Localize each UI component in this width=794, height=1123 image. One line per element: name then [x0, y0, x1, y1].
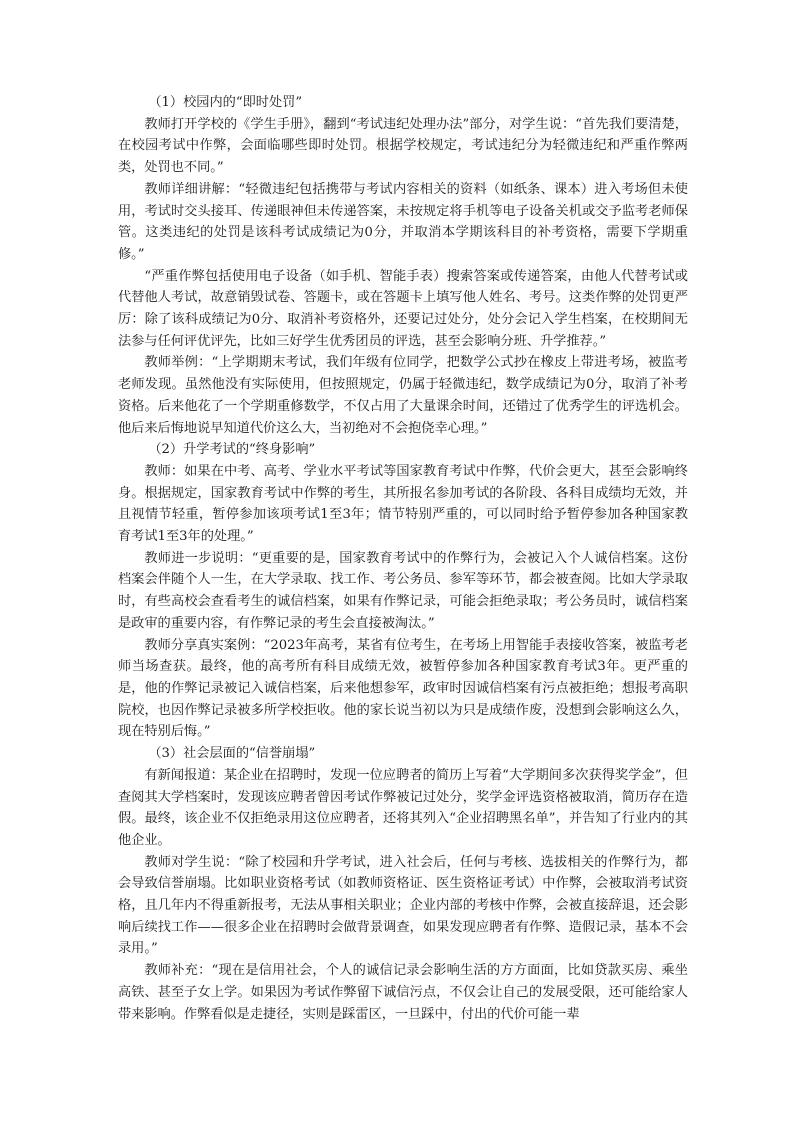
- paragraph: 教师进一步说明：“更重要的是，国家教育考试中的作弊行为，会被记入个人诚信档案。这份档案会伴随个人一生，在大学录取、找工作、考公务员、参军等环节，都会被查阅。比如大学录取时，有些高校会查看考生的诚信档案，如果有作弊记录，可能会拒绝录取；考公务员时，诚信档案是政审的重要内容，有作弊记录的考生会直接被淘汰。”: [118, 550, 688, 631]
- section-heading-3: （3）社会层面的“信誉崩塌”: [148, 746, 316, 762]
- document-body: [118, 92, 688, 1025]
- section-heading-1: （1）校园内的“即时处罚”: [148, 95, 303, 110]
- paragraph: 有新闻报道：某企业在招聘时，发现一位应聘者的简历上写着“大学期间多次获得奖学金”，但查阅其大学档案时，发现该应聘者曾因考试作弊被记过处分，奖学金评选资格被取消，简历存在造假。最终，该企业不仅拒绝录用这位应聘者，还将其列入“企业招聘黑名单”，并告知了行业内的其他企业。: [118, 767, 688, 848]
- paragraph: “严重作弊包括使用电子设备（如手机、智能手表）搜索答案或传递答案，由他人代替考试或代替他人考试，故意销毁试卷、答题卡，或在答题卡上填写他人姓名、考号。这类作弊的处罚更严厉：除了该科成绩记为0分、取消补考资格外，还要记过处分，处分会记入学生档案，在校期间无法参与任何评优评先，比如三好学生优秀团员的评选，甚至会影响分班、升学推荐。”: [118, 268, 688, 349]
- paragraph: 教师打开学校的《学生手册》，翻到“考试违纪处理办法”部分，对学生说：“首先我们要清楚，在校园考试中作弊，会面临哪些即时处罚。根据学校规定，考试违纪分为轻微违纪和严重作弊两类，处罚也不同。”: [118, 116, 688, 176]
- paragraph: 教师分享真实案例：“2023年高考，某省有位考生，在考场上用智能手表接收答案，被监考老师当场查获。最终，他的高考所有科目成绩无效，被暂停参加各种国家教育考试3年。更严重的是，他的作弊记录被记入诚信档案，后来他想参军，政审时因诚信档案有污点被拒绝；想报考高职院校，也因作弊记录被多所学校拒收。他的家长说当初以为只是成绩作废，没想到会影响这么久，现在特别后悔。”: [118, 637, 688, 740]
- paragraph: 教师详细讲解：“轻微违纪包括携带与考试内容相关的资料（如纸条、课本）进入考场但未使用，考试时交头接耳、传递眼神但未传递答案，未按规定将手机等电子设备关机或交予监考老师保管。这类违纪的处罚是该科考试成绩记为0分，并取消本学期该科目的补考资格，需要下学期重修。”: [118, 181, 688, 262]
- paragraph: 教师：如果在中考、高考、学业水平考试等国家教育考试中作弊，代价会更大，甚至会影响终身。根据规定，国家教育考试中作弊的考生，其所报名参加考试的各阶段、各科目成绩均无效，并且视情节轻重，暂停参加该项考试1至3年；情节特别严重的，可以同时给予暂停参加各种国家教育考试1至3年的处理。”: [118, 463, 688, 545]
- section-heading-2: （2）升学考试的“终身影响”: [148, 442, 316, 458]
- paragraph: 教师补充：“现在是信用社会，个人的诚信记录会影响生活的方方面面，比如贷款买房、乘坐高铁、甚至子女上学。如果因为考试作弊留下诚信污点，不仅会让自己的发展受限，还可能给家人带来影响。作弊看似是走捷径，实则是踩雷区，一旦踩中，付出的代价可能一辈: [118, 963, 688, 1022]
- paragraph: 教师举例：“上学期期末考试，我们年级有位同学，把数学公式抄在橡皮上带进考场，被监考老师发现。虽然他没有实际使用，但按照规定，仍属于轻微违纪，数学成绩记为0分，取消了补考资格。后来他花了一个学期重修数学，不仅占用了大量课余时间，还错过了优秀学生的评选机会。他后来后悔地说早知道代价这么大，当初绝对不会抱侥幸心理。”: [118, 355, 688, 436]
- paragraph: 教师对学生说：“除了校园和升学考试，进入社会后，任何与考核、选拔相关的作弊行为，都会导致信誉崩塌。比如职业资格考试（如教师资格证、医生资格证考试）中作弊，会被取消考试资格，且几年内不得重新报考，无法从事相关职业；企业内部的考核中作弊，会被直接辞退，还会影响后续找工作——很多企业在招聘时会做背景调查，如果发现应聘者有作弊、造假记录，基本不会录用。”: [118, 854, 688, 957]
